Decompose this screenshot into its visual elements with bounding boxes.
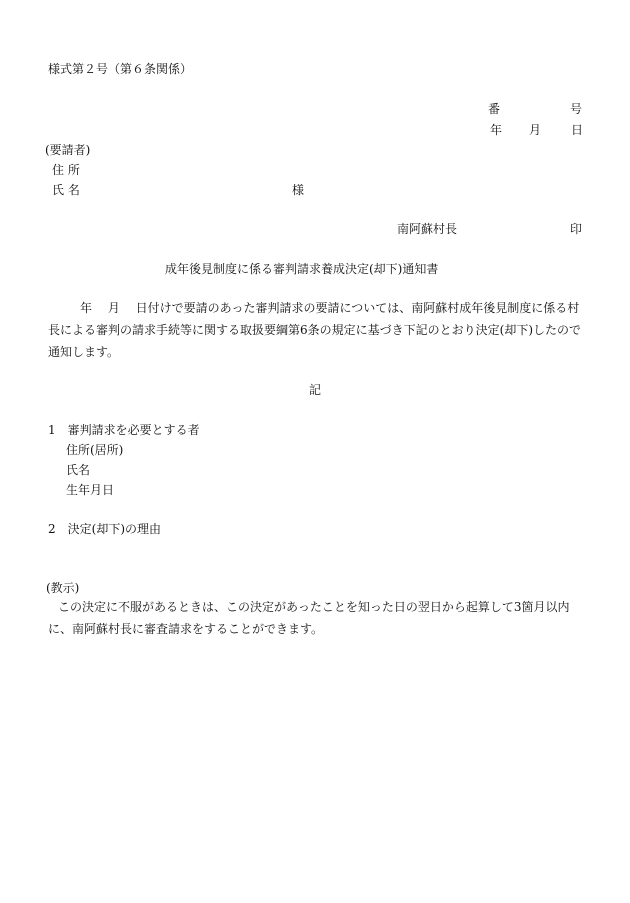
date-month-label: 月 xyxy=(529,123,542,137)
date-year-label: 年 xyxy=(490,123,503,137)
item1-heading: 1 審判請求を必要とする者 xyxy=(48,423,200,437)
requester-heading: (要請者) xyxy=(45,143,91,157)
mayor-title: 南阿蘇村長 xyxy=(397,222,458,236)
ki-heading: 記 xyxy=(309,383,322,397)
item1-birthdate: 生年月日 xyxy=(66,483,115,497)
item1-address: 住所(居所) xyxy=(66,443,124,457)
item2-heading: 2 決定(却下)の理由 xyxy=(48,522,161,536)
seal-mark: 印 xyxy=(570,222,583,236)
address-label: 住 所 xyxy=(52,163,80,177)
honorific-sama: 様 xyxy=(292,183,305,197)
document-title: 成年後見制度に係る審判請求養成決定(却下)通知書 xyxy=(165,262,439,276)
item1-name: 氏名 xyxy=(66,463,91,477)
number-ban-label: 番 xyxy=(488,102,501,116)
form-number-label: 様式第２号（第６条関係） xyxy=(48,62,193,76)
body-paragraph: 年 月 日付けで要請のあった審判請求の要請については、南阿蘇村成年後見制度に係る村長による審判の請求手続等に関する取扱要綱第6条の規定に基づき下記のとおり決定(却下)したので通知します。 xyxy=(48,301,582,359)
notice-paragraph: この決定に不服があるときは、この決定があったことを知った日の翌日から起算して3箇月以内に、南阿蘇村長に審査請求をすることができます。 xyxy=(48,600,570,636)
date-day-label: 日 xyxy=(571,123,584,137)
name-label: 氏 名 xyxy=(52,183,80,197)
number-go-label: 号 xyxy=(570,102,583,116)
notice-heading: (教示) xyxy=(46,581,80,595)
